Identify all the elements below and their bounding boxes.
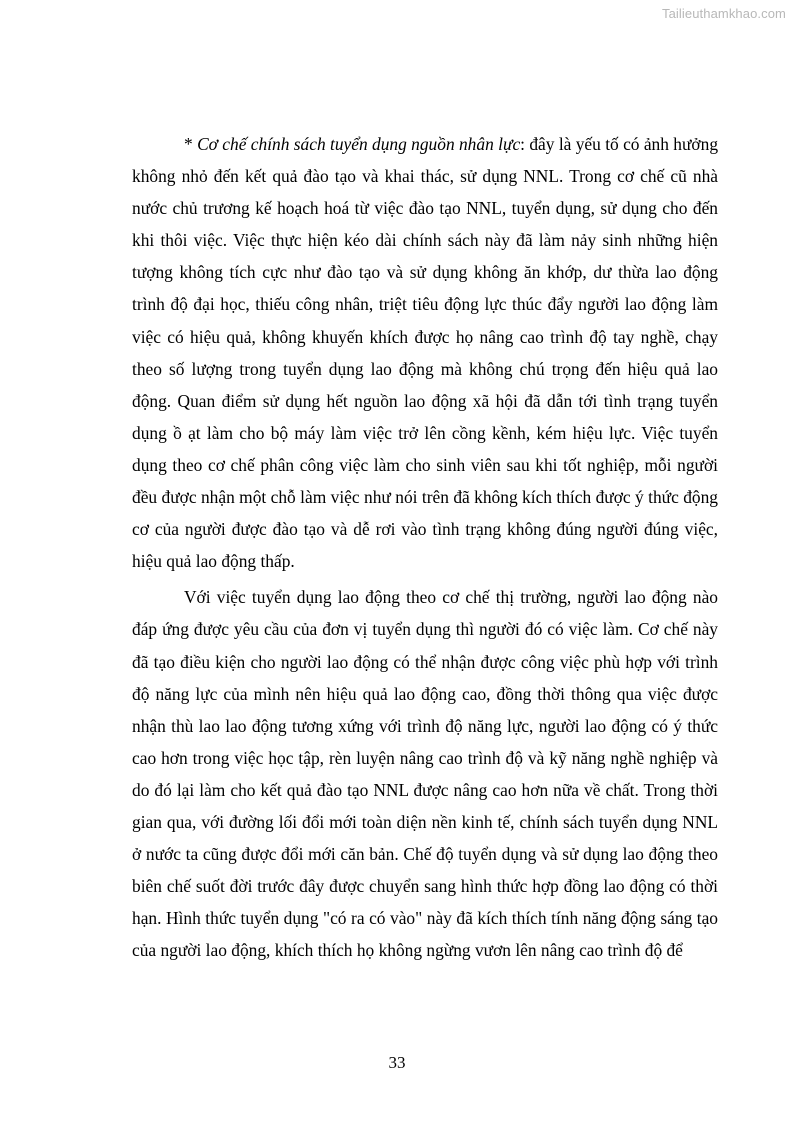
paragraph-bullet: * — [184, 134, 198, 154]
paragraph-italic-heading: Cơ chế chính sách tuyển dụng nguồn nhân lực — [197, 134, 521, 154]
paragraph-recruitment-policy — [132, 128, 718, 577]
paragraph-text: : đây là yếu tố có ảnh hưởng không nhỏ đến kết quả đào tạo và khai thác, sử dụng NNL. Trong cơ chế cũ nhà nước chủ trương kế hoạch hoá từ việc đào tạo NNL, tuyển dụng, sử dụng cho đến khi thôi việc. Việc thực hiện kéo dài chính sách này đã làm nảy sinh những hiện tượng không tích cực như đào tạo và sử dụng không ăn khớp, dư thừa lao động trình độ đại học, thiếu công nhân, triệt tiêu động lực thúc đẩy người lao động làm việc có hiệu quả, không khuyến khích được họ nâng cao trình độ tay nghề, chạy theo số lượng trong tuyển dụng lao động mà không chú trọng đến hiệu quả lao động. Quan điểm sử dụng hết nguồn lao động xã hội đã dẫn tới tình trạng tuyển dụng ồ ạt làm cho bộ máy làm việc trở lên cồng kềnh, kém hiệu lực. Việc tuyển dụng theo cơ chế phân công việc làm cho sinh viên sau khi tốt nghiệp, mỗi người đều được nhận một chỗ làm việc như nói trên đã không kích thích được ý thức động cơ của người được đào tạo và dễ rơi vào tình trạng không đúng người đúng việc, hiệu quả lao động thấp. — [132, 134, 719, 572]
page-number: 33 — [388, 1053, 406, 1072]
paragraph-text: Với việc tuyển dụng lao động theo cơ chế thị trường, người lao động nào đáp ứng được yêu cầu của đơn vị tuyển dụng thì người đó có việc làm. Cơ chế này đã tạo điều kiện cho người lao động có thể nhận được công việc phù hợp với trình độ năng lực của mình nên hiệu quả lao động cao, đồng thời thông qua việc được nhận thù lao lao động tương xứng với trình độ năng lực, người lao động có ý thức cao hơn trong việc học tập, rèn luyện nâng cao trình độ và kỹ năng nghề nghiệp và do đó lại làm cho kết quả đào tạo NNL được nâng cao hơn nữa về chất. Trong thời gian qua, với đường lối đổi mới toàn diện nền kinh tế, chính sách tuyển dụng NNL ở nước ta cũng được đổi mới căn bản. Chế độ tuyển dụng và sử dụng lao động theo biên chế suốt đời trước đây được chuyển sang hình thức hợp đồng lao động có thời hạn. Hình thức tuyển dụng "có ra có vào" này đã kích thích tính năng động sáng tạo của người lao động, khích thích họ không ngừng vươn lên nâng cao trình độ để — [132, 587, 718, 961]
document-body — [132, 128, 718, 966]
watermark-text: Tailieuthamkhao.com — [661, 6, 786, 21]
paragraph-market-recruitment — [132, 581, 718, 966]
